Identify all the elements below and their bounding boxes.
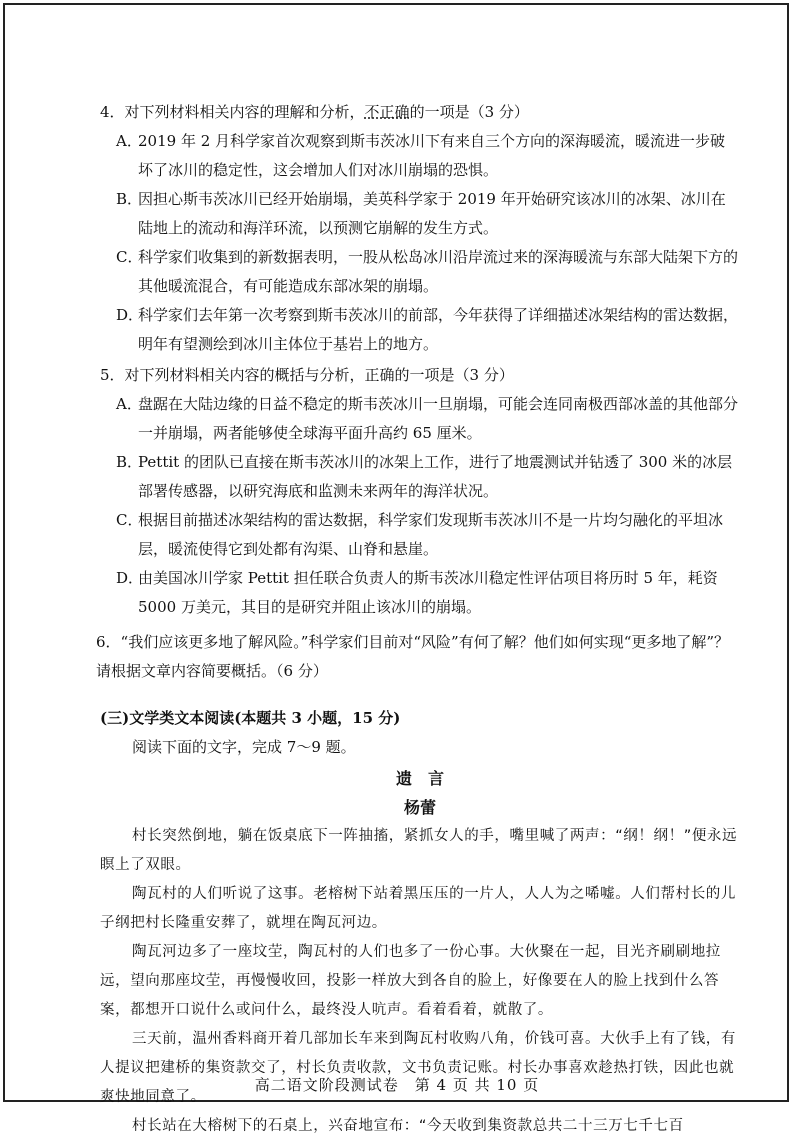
question-5-option-b <box>100 448 740 506</box>
section-instruction: 阅读下面的文字，完成 7～9 题。 <box>132 738 356 756</box>
article-paragraph-4: 三天前，温州香料商开着几部加长车来到陶瓦村收购八角，价钱可喜。大伙手上有了钱，有人提议把建桥的集资款交了，村长负责收款，文书负责记账。村长办事喜欢趁热打铁，因此也就爽快地同意了。 <box>100 1031 736 1105</box>
option-letter: B． <box>116 190 143 208</box>
option-text: 盘踞在大陆边缘的日益不稳定的斯韦茨冰川一旦崩塌，可能会连同南极西部冰盖的其他部分一并崩塌，两者能够使全球海平面升高约 65 厘米。 <box>138 395 739 442</box>
question-4-stem-tail: 的一项是（3 分） <box>409 103 529 121</box>
option-text: 根据目前描述冰架结构的雷达数据，科学家们发现斯韦茨冰川不是一片均匀融化的平坦冰层，暖流使得它到处都有沟渠、山脊和悬崖。 <box>138 511 724 558</box>
question-5-option-a <box>100 390 740 448</box>
option-letter: A． <box>116 395 142 413</box>
question-4-stem-text: 4．对下列材料相关内容的理解和分析， <box>100 103 365 121</box>
option-letter: D． <box>116 306 144 324</box>
article-paragraph-1: 村长突然倒地，躺在饭桌底下一阵抽搐，紧抓女人的手，嘴里喊了两声：“纲！纲！”便永远瞑上了双眼。 <box>100 828 738 873</box>
question-5-option-c <box>100 506 740 564</box>
exam-content <box>96 96 740 1141</box>
article-title: 遗 言 <box>395 769 444 788</box>
option-text: Pettit 的团队已直接在斯韦茨冰川的冰架上工作，进行了地震测试并钻透了 300 米的冰层部署传感器，以研究海底和监测未来两年的海洋状况。 <box>138 453 733 500</box>
question-5-option-d <box>100 564 740 622</box>
option-letter: C． <box>116 248 143 266</box>
question-4-option-c <box>100 243 740 301</box>
section-title: (三)文学类文本阅读(本题共 3 小题，15 分) <box>100 709 401 727</box>
question-6-stem: 6．“我们应该更多地了解风险。”科学家们目前对“风险”有何了解？他们如何实现“更多地了解”？请根据文章内容简要概括。（6 分） <box>96 633 730 680</box>
option-text: 2019 年 2 月科学家首次观察到斯韦茨冰川下有来自三个方向的深海暖流，暖流进一步破坏了冰川的稳定性，这会增加人们对冰川崩塌的恐惧。 <box>138 132 726 179</box>
question-4-stem <box>100 98 740 127</box>
option-text: 因担心斯韦茨冰川已经开始崩塌，美英科学家于 2019 年开始研究该冰川的冰架、冰川在陆地上的流动和海洋环流，以预测它崩解的发生方式。 <box>138 190 726 237</box>
article-author: 杨蕾 <box>403 798 436 817</box>
option-letter: D． <box>116 569 144 587</box>
option-text: 由美国冰川学家 Pettit 担任联合负责人的斯韦茨冰川稳定性评估项目将历时 5 年，耗资 5000 万美元，其目的是研究并阻止该冰川的崩塌。 <box>138 569 718 616</box>
question-4-emphasis: 不正确 <box>364 103 410 121</box>
option-text: 科学家们去年第一次考察到斯韦茨冰川的前部，今年获得了详细描述冰架结构的雷达数据，明年有望测绘到冰川主体位于基岩上的地方。 <box>138 306 739 353</box>
question-5-stem: 5．对下列材料相关内容的概括与分析，正确的一项是（3 分） <box>100 366 514 384</box>
article-paragraph-3: 陶瓦河边多了一座坟茔，陶瓦村的人们也多了一份心事。大伙聚在一起，目光齐刷刷地拉远，望向那座坟茔，再慢慢收回，投影一样放大到各自的脸上，好像要在人的脸上找到什么答案，都想开口说什么或问什么，最终没人吭声。看着看着，就散了。 <box>100 944 721 1018</box>
option-letter: B． <box>116 453 143 471</box>
question-4-option-b <box>100 185 740 243</box>
article-paragraph-2: 陶瓦村的人们听说了这事。老榕树下站着黑压压的一片人，人人为之唏嘘。人们帮村长的儿子纲把村长隆重安葬了，就埋在陶瓦河边。 <box>100 886 736 931</box>
question-4-option-d <box>100 301 740 359</box>
question-4-option-a <box>100 127 740 185</box>
page-footer: 高二语文阶段测试卷 第 4 页 共 10 页 <box>254 1076 540 1094</box>
option-letter: A． <box>116 132 142 150</box>
option-text: 科学家们收集到的新数据表明，一股从松岛冰川沿岸流过来的深海暖流与东部大陆架下方的其他暖流混合，有可能造成东部冰架的崩塌。 <box>138 248 739 295</box>
option-letter: C． <box>116 511 143 529</box>
article-paragraph-5: 村长站在大榕树下的石桌上，兴奋地宣布：“今天收到集资款总共二十三万七千七百 <box>132 1118 684 1134</box>
